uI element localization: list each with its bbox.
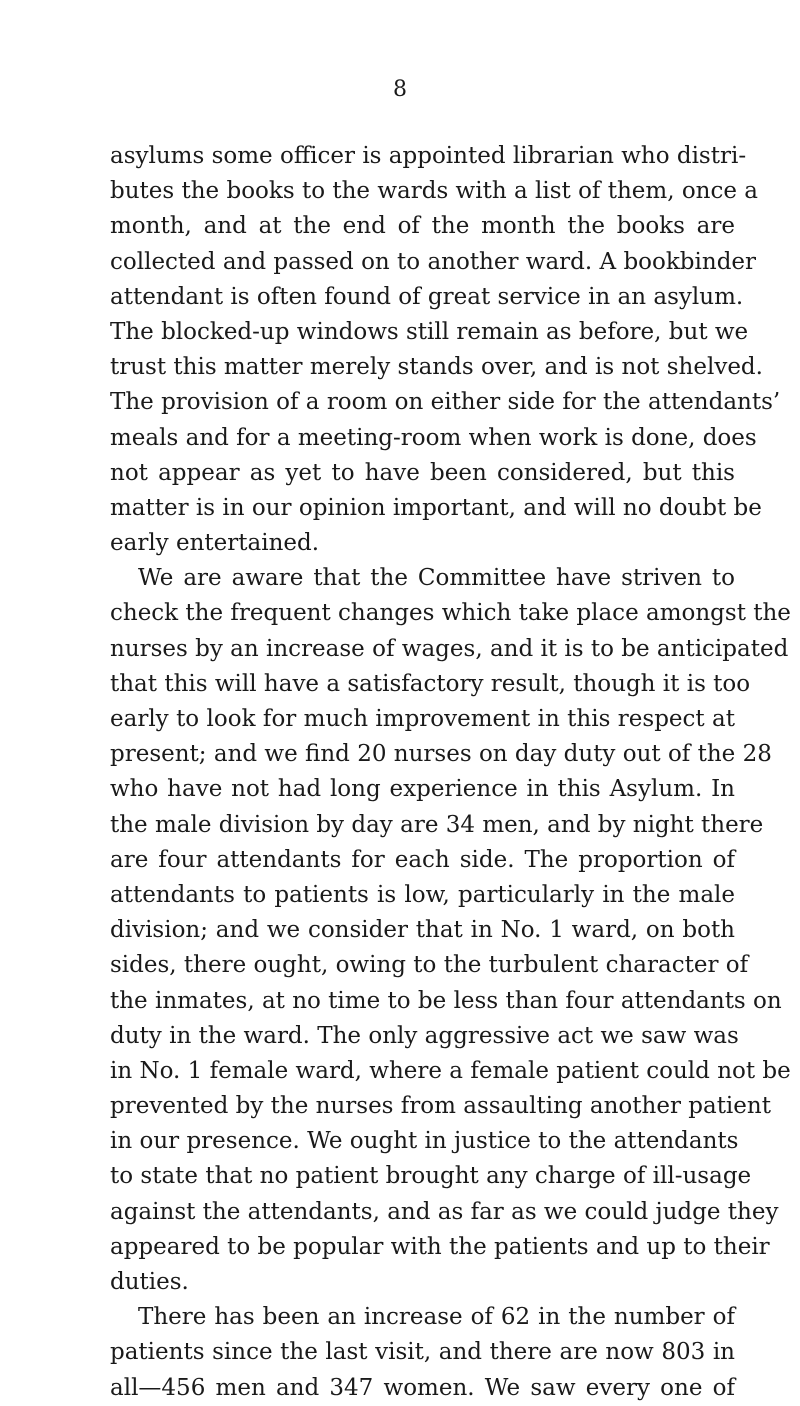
text-line: butes the books to the wards with a list of them, once a <box>110 178 759 205</box>
text-line: not appear as yet to have been considered, but this <box>110 459 735 486</box>
text-line: check the frequent changes which take place amongst the <box>110 600 791 627</box>
text-line: attendant is often found of great service in an asylum. <box>110 283 744 310</box>
text-line: meals and for a meeting-room when work is done, does <box>110 424 757 451</box>
text-line: the inmates, at no time to be less than four attendants on <box>110 987 782 1014</box>
text-line: matter is in our opinion important, and will no doubt be <box>110 494 762 521</box>
text-line: early entertained. <box>110 530 320 557</box>
text-line: are four attendants for each side. The proportion of <box>110 846 735 873</box>
text-line: against the attendants, and as far as we could judge they <box>110 1198 779 1225</box>
text-line: in No. 1 female ward, where a female patient could not be <box>110 1057 791 1084</box>
text-line: attendants to patients is low, particularly in the male <box>110 881 735 908</box>
text-line: duty in the ward. The only aggressive act we saw was <box>110 1022 739 1049</box>
text-line: There has been an increase of 62 in the number of <box>138 1304 735 1331</box>
text-line: division; and we consider that in No. 1 ward, on both <box>110 917 735 944</box>
text-line: all—456 men and 347 women. We saw every one of <box>110 1374 735 1401</box>
text-line: month, and at the end of the month the books are <box>110 213 735 240</box>
text-line: in our presence. We ought in justice to the attendants <box>110 1128 739 1155</box>
text-line: present; and we find 20 nurses on day duty out of the 28 <box>110 741 772 768</box>
text-line: nurses by an increase of wages, and it is to be anticipated <box>110 635 789 662</box>
text-line: prevented by the nurses from assaulting another patient <box>110 1093 771 1120</box>
body-text <box>110 139 791 1406</box>
text-line: We are aware that the Committee have striven to <box>138 565 735 592</box>
text-line: the male division by day are 34 men, and by night there <box>110 811 764 838</box>
text-line: duties. <box>110 1269 189 1295</box>
text-line: sides, there ought, owing to the turbulent character of <box>110 952 749 979</box>
text-line: The provision of a room on either side for the attendants’ <box>110 389 781 416</box>
text-line: The blocked-up windows still remain as before, but we <box>110 318 749 345</box>
text-line: to state that no patient brought any charge of ill-usage <box>110 1163 752 1190</box>
text-line: appeared to be popular with the patients and up to their <box>110 1233 770 1260</box>
text-line: patients since the last visit, and there are now 803 in <box>110 1339 735 1366</box>
text-line: early to look for much improvement in this respect at <box>110 706 735 732</box>
text-line: that this will have a satisfactory result, though it is too <box>110 670 751 697</box>
text-line: trust this matter merely stands over, and is not shelved. <box>110 354 763 381</box>
page-number: 8 <box>393 77 407 102</box>
text-line: asylums some officer is appointed librarian who distri- <box>110 143 747 169</box>
text-line: who have not had long experience in this Asylum. In <box>110 776 735 803</box>
text-line: collected and passed on to another ward. A bookbinder <box>110 248 757 275</box>
